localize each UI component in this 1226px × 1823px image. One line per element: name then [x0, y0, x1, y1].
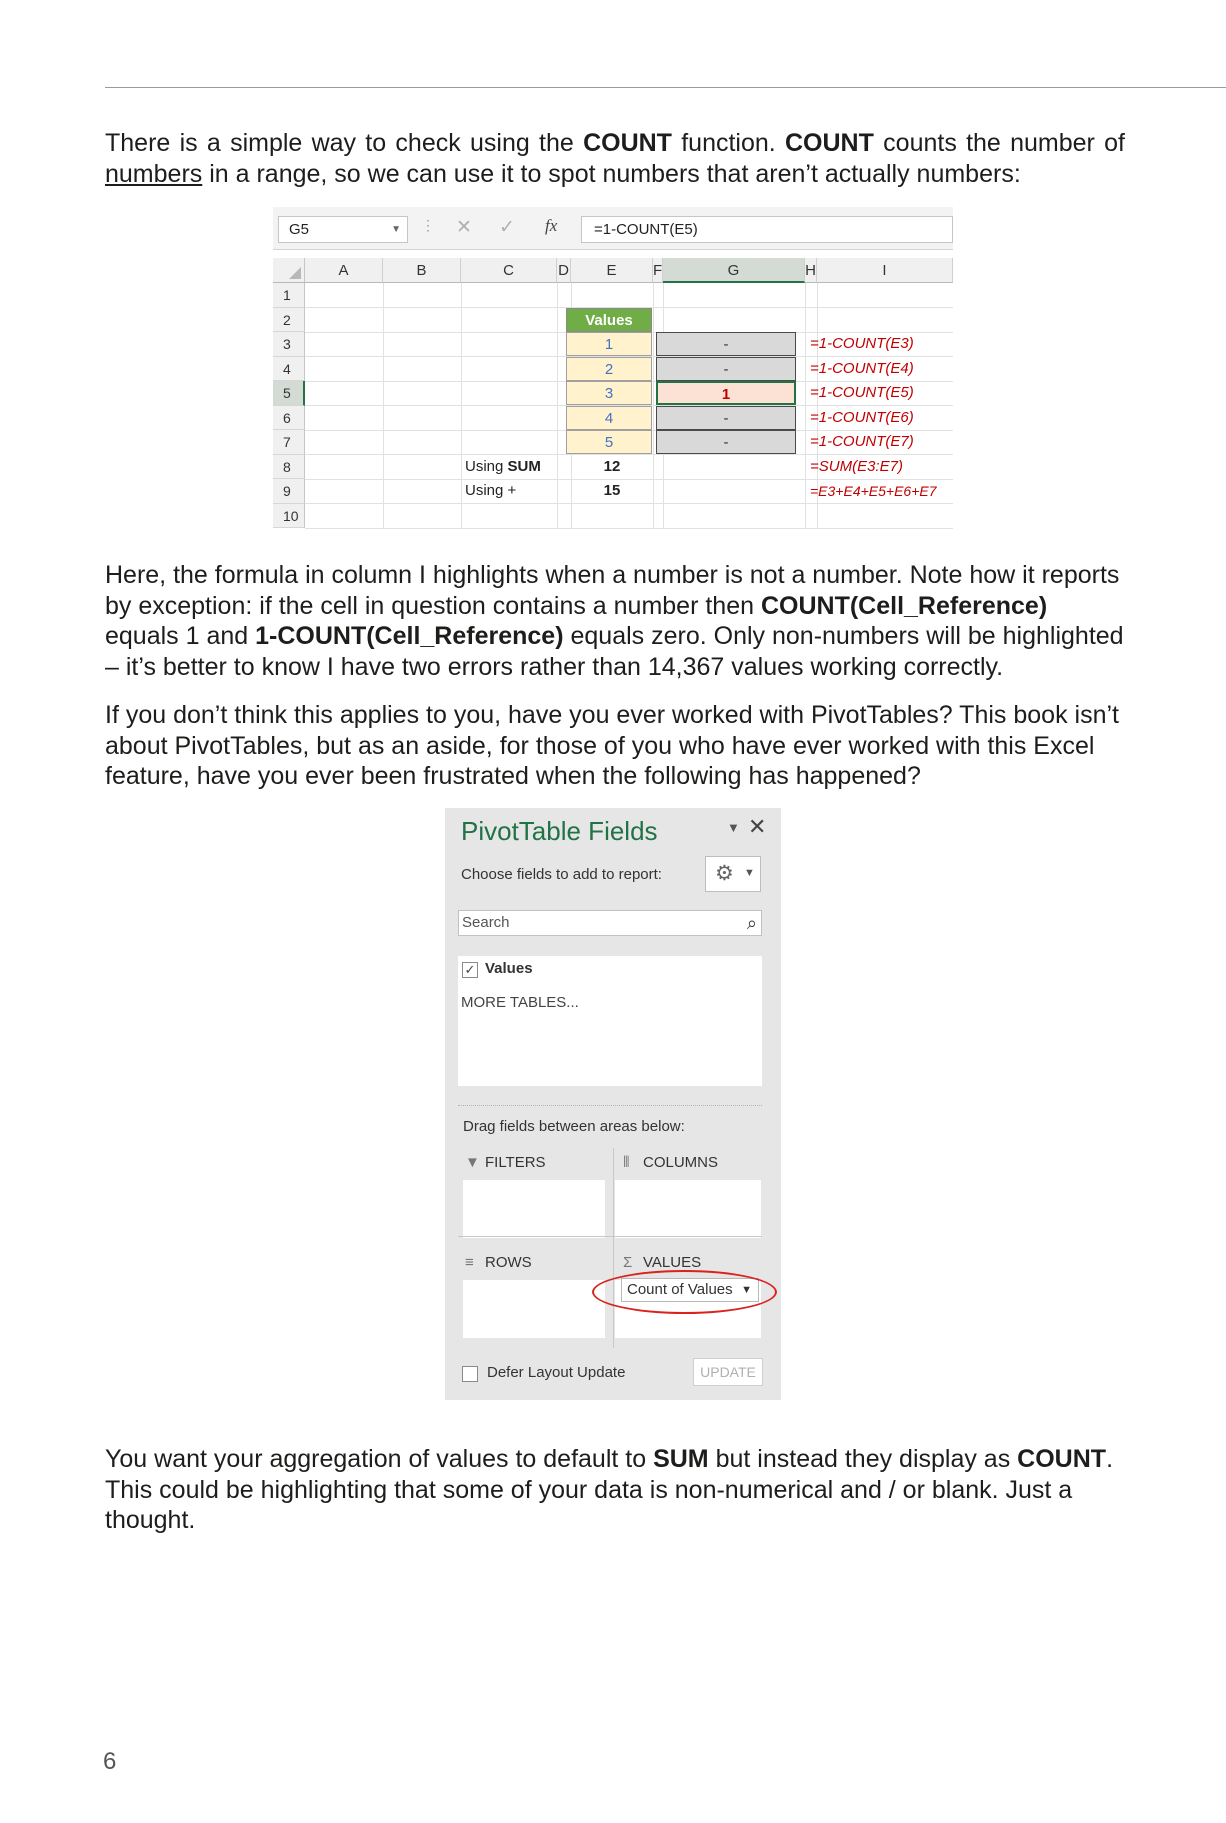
gridline [557, 283, 558, 528]
column-header[interactable]: I [817, 258, 953, 283]
label-cell-sum[interactable]: Using SUM [465, 457, 541, 475]
count-of-values-field[interactable]: Count of Values ▼ [621, 1278, 759, 1302]
excel-screenshot [273, 207, 953, 532]
select-all-corner[interactable] [273, 258, 305, 283]
text-run: function. [671, 129, 785, 157]
paragraph-conclusion [105, 1444, 1125, 1536]
check-result-cell[interactable]: - [656, 332, 796, 356]
fx-icon[interactable]: fx [545, 216, 558, 235]
sum-result-cell[interactable]: 12 [603, 457, 621, 475]
rows-drop-area[interactable] [463, 1280, 605, 1338]
field-checkbox[interactable]: ✓ [462, 962, 478, 978]
pivottable-fields-pane [445, 808, 781, 1400]
gridline [653, 283, 654, 528]
row-header[interactable]: 8 [273, 455, 305, 480]
column-header[interactable]: G [663, 258, 805, 283]
plus-result-cell[interactable]: 15 [603, 482, 621, 499]
rows-icon: ≡ [465, 1254, 474, 1271]
sigma-icon: Σ [623, 1254, 633, 1271]
choose-fields-label: Choose fields to add to report: [461, 866, 662, 883]
columns-area-header: ⦀ COLUMNS [623, 1154, 719, 1171]
update-button[interactable]: UPDATE [693, 1358, 763, 1386]
divider [458, 1236, 762, 1237]
chevron-down-icon[interactable]: ▼ [391, 224, 401, 235]
bold-term: 1-COUNT(Cell_Reference) [255, 622, 564, 650]
values-area-header: Σ VALUES [623, 1254, 702, 1271]
columns-drop-area[interactable] [615, 1180, 761, 1238]
formula-input[interactable]: =1-COUNT(E5) [581, 216, 953, 243]
row-header[interactable]: 7 [273, 430, 305, 455]
chevron-down-icon[interactable]: ▼ [727, 820, 740, 835]
defer-layout-label[interactable]: Defer Layout Update [487, 1364, 626, 1381]
name-box[interactable]: G5 ▼ [278, 216, 408, 243]
columns-icon: ⦀ [623, 1154, 630, 1171]
filters-drop-area[interactable] [463, 1180, 605, 1238]
top-rule [105, 87, 1226, 88]
formula-text-cell[interactable]: =1-COUNT(E3) [810, 335, 914, 352]
filters-area-header: ▼ FILTERS [465, 1154, 546, 1171]
column-header[interactable]: A [305, 258, 383, 283]
column-header[interactable]: B [383, 258, 461, 283]
drag-fields-label: Drag fields between areas below: [463, 1118, 685, 1135]
formula-text-cell[interactable]: =SUM(E3:E7) [810, 457, 903, 475]
paragraph-pivot-intro: If you don’t think this applies to you, have you ever worked with PivotTables? This book isn’t about PivotTables, but as an aside, for those of you who have ever worked with this Excel feature, have you ever been frustrated when the following has happened? [105, 701, 1119, 790]
check-result-cell[interactable]: - [656, 430, 796, 454]
text-run: in a range, so we can use it to spot numbers that aren’t actually numbers: [202, 159, 1021, 188]
divider [613, 1148, 614, 1348]
search-icon[interactable]: ⌕ [746, 913, 757, 933]
gear-icon: ⚙ [715, 862, 734, 885]
divider [458, 1105, 762, 1106]
filter-icon: ▼ [465, 1154, 480, 1171]
highlight-ellipse [592, 1270, 777, 1314]
paragraph-intro [105, 128, 1125, 189]
row-header[interactable]: 9 [273, 479, 305, 504]
check-result-cell[interactable]: - [656, 357, 796, 381]
column-header[interactable]: E [571, 258, 653, 283]
label-cell-plus[interactable]: Using + [465, 482, 517, 499]
gridline [305, 528, 953, 529]
row-header[interactable]: 2 [273, 308, 305, 333]
gridline [305, 503, 953, 504]
column-header[interactable]: D [557, 258, 571, 283]
gridline [383, 283, 384, 528]
formula-text-cell[interactable]: =E3+E4+E5+E6+E7 [810, 483, 937, 499]
text-run: . This could be highlighting that some of your data is non-numerical and / or blank. Just a thought. [105, 1445, 1114, 1534]
value-cell[interactable]: 4 [566, 406, 652, 430]
formula-text-cell[interactable]: =1-COUNT(E5) [810, 384, 914, 401]
active-cell[interactable]: 1 [656, 381, 796, 405]
bold-term: COUNT [583, 129, 672, 157]
formula-bar [273, 207, 953, 250]
row-header[interactable]: 10 [273, 504, 305, 529]
rows-area-header: ≡ ROWS [465, 1254, 532, 1271]
value-cell[interactable]: 5 [566, 430, 652, 454]
formula-text-cell[interactable]: =1-COUNT(E7) [810, 433, 914, 450]
paragraph-explanation [105, 560, 1125, 682]
text-run: but instead they display as [708, 1445, 1018, 1473]
close-icon[interactable]: ✕ [748, 814, 767, 839]
row-header[interactable]: 1 [273, 283, 305, 308]
column-header[interactable]: C [461, 258, 557, 283]
search-input[interactable]: Search ⌕ [458, 910, 762, 936]
bold-term: SUM [653, 1445, 709, 1473]
row-header[interactable]: 6 [273, 406, 305, 431]
bold-term: COUNT(Cell_Reference) [760, 591, 1048, 620]
bold-term: COUNT [1017, 1445, 1107, 1473]
values-header-cell[interactable]: Values [566, 308, 652, 332]
value-cell[interactable]: 1 [566, 332, 652, 356]
text-run: equals zero. Only non-numbers will be highlighted – it’s better to know I have two errors rather than 14,367 values working correctly. [105, 622, 1124, 681]
formula-text-cell[interactable]: =1-COUNT(E4) [810, 359, 914, 377]
field-list [458, 956, 762, 1086]
defer-checkbox[interactable] [462, 1366, 478, 1382]
gridline [805, 283, 806, 528]
page-number: 6 [103, 1748, 117, 1775]
text-run: counts the number of [873, 129, 1125, 157]
value-cell[interactable]: 2 [566, 357, 652, 381]
more-tables-link[interactable]: MORE TABLES... [461, 994, 579, 1011]
text-run: equals 1 and [105, 622, 256, 650]
formula-text-cell[interactable]: =1-COUNT(E6) [810, 408, 914, 426]
enter-icon[interactable]: ✓ [499, 217, 515, 238]
pane-title: PivotTable Fields [461, 816, 658, 846]
text-run: Here, the formula in column I highlights when a number is not a number. Note how it reports by exception: if the cell in question contains a number then [105, 561, 1120, 620]
text-run: There is a simple way to check using the [105, 129, 584, 157]
column-header[interactable]: F [653, 258, 663, 283]
row-header[interactable]: 5 [273, 381, 305, 406]
text-run: You want your aggregation of values to default to [105, 1445, 654, 1473]
tools-button[interactable] [705, 856, 761, 892]
divider-dots-icon: ⋮ [421, 217, 435, 233]
chevron-down-icon[interactable]: ▼ [741, 1284, 752, 1296]
chevron-down-icon: ▼ [744, 867, 755, 879]
row-header[interactable]: 3 [273, 332, 305, 357]
check-result-cell[interactable]: - [656, 406, 796, 430]
bold-term: COUNT [785, 129, 874, 157]
value-cell[interactable]: 3 [566, 381, 652, 405]
column-header[interactable]: H [805, 258, 817, 283]
underlined-term: numbers [105, 159, 203, 188]
field-name[interactable]: Values [485, 960, 533, 977]
cancel-icon[interactable]: ✕ [456, 217, 472, 238]
row-header[interactable]: 4 [273, 357, 305, 382]
